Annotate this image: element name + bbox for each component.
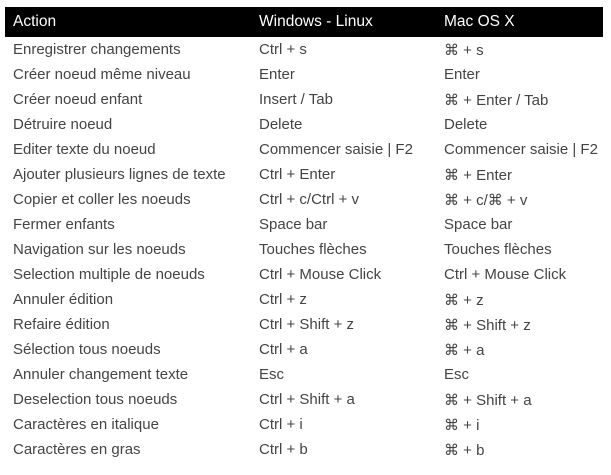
cell-mac: ⌘ + Shift + a	[444, 391, 532, 409]
cell-action: Deselection tous noeuds	[13, 391, 178, 408]
table-row	[5, 412, 603, 437]
cell-mac: ⌘ + c/⌘ + v	[444, 191, 528, 209]
cell-mac: ⌘ + a	[444, 341, 485, 359]
cell-windows-linux: Ctrl + i	[259, 416, 303, 433]
cell-mac: Esc	[444, 366, 470, 383]
cell-action: Sélection tous noeuds	[13, 341, 161, 358]
cell-windows-linux: Enter	[259, 66, 295, 83]
table-row	[5, 362, 603, 387]
cell-action: Editer texte du noeud	[13, 141, 156, 158]
cell-action: Créer noeud enfant	[13, 91, 143, 108]
cell-action: Détruire noeud	[13, 116, 113, 133]
cell-mac: ⌘ + Enter	[444, 166, 512, 184]
cell-windows-linux: Ctrl + s	[259, 41, 307, 58]
cell-windows-linux: Insert / Tab	[259, 91, 333, 108]
table-row	[5, 287, 603, 312]
table-row	[5, 37, 603, 62]
table-body	[5, 37, 603, 462]
cell-action: Enregistrer changements	[13, 41, 181, 58]
cell-action: Créer noeud même niveau	[13, 66, 191, 83]
header-windows-linux: Windows - Linux	[251, 7, 436, 37]
cell-mac: ⌘ + Shift + z	[444, 316, 531, 334]
keyboard-shortcuts-table	[5, 7, 603, 462]
cell-action: Annuler changement texte	[13, 366, 189, 383]
table-row	[5, 137, 603, 162]
table-row	[5, 262, 603, 287]
cell-windows-linux: Esc	[259, 366, 285, 383]
cell-mac: ⌘ + Enter / Tab	[444, 91, 549, 109]
cell-windows-linux: Delete	[259, 116, 303, 133]
cell-mac: Enter	[444, 66, 480, 83]
cell-windows-linux: Ctrl + Enter	[259, 166, 336, 183]
table-row	[5, 87, 603, 112]
table-row	[5, 337, 603, 362]
cell-windows-linux: Ctrl + Mouse Click	[259, 266, 382, 283]
cell-windows-linux: Touches flèches	[259, 241, 367, 258]
cell-mac: ⌘ + z	[444, 291, 484, 309]
table-row	[5, 212, 603, 237]
table-header	[5, 7, 603, 37]
cell-action: Fermer enfants	[13, 216, 115, 233]
cell-mac: ⌘ + b	[444, 441, 485, 459]
cell-windows-linux: Commencer saisie | F2	[259, 141, 413, 158]
cell-windows-linux: Ctrl + a	[259, 341, 308, 358]
table-row	[5, 237, 603, 262]
cell-action: Caractères en gras	[13, 441, 141, 458]
cell-windows-linux: Ctrl + z	[259, 291, 307, 308]
cell-action: Refaire édition	[13, 316, 110, 333]
table-row	[5, 187, 603, 212]
table-row	[5, 387, 603, 412]
cell-mac: Ctrl + Mouse Click	[444, 266, 567, 283]
cell-action: Annuler édition	[13, 291, 114, 308]
cell-mac: ⌘ + s	[444, 41, 484, 59]
header-action: Action	[5, 7, 251, 37]
cell-action: Navigation sur les noeuds	[13, 241, 186, 258]
cell-mac: Space bar	[444, 216, 513, 233]
cell-windows-linux: Ctrl + Shift + a	[259, 391, 355, 408]
cell-action: Caractères en italique	[13, 416, 159, 433]
table-row	[5, 62, 603, 87]
cell-windows-linux: Ctrl + b	[259, 441, 308, 458]
cell-action: Selection multiple de noeuds	[13, 266, 205, 283]
cell-action: Copier et coller les noeuds	[13, 191, 191, 208]
cell-windows-linux: Ctrl + Shift + z	[259, 316, 355, 333]
table-row	[5, 437, 603, 462]
header-row	[5, 7, 603, 37]
cell-mac: ⌘ + i	[444, 416, 480, 434]
cell-windows-linux: Ctrl + c/Ctrl + v	[259, 191, 360, 208]
cell-mac: Touches flèches	[444, 241, 552, 258]
table-row	[5, 112, 603, 137]
cell-action: Ajouter plusieurs lignes de texte	[13, 166, 226, 183]
cell-mac: Commencer saisie | F2	[444, 141, 598, 158]
cell-windows-linux: Space bar	[259, 216, 328, 233]
table-row	[5, 312, 603, 337]
table-row	[5, 162, 603, 187]
header-mac: Mac OS X	[436, 7, 603, 37]
cell-mac: Delete	[444, 116, 488, 133]
